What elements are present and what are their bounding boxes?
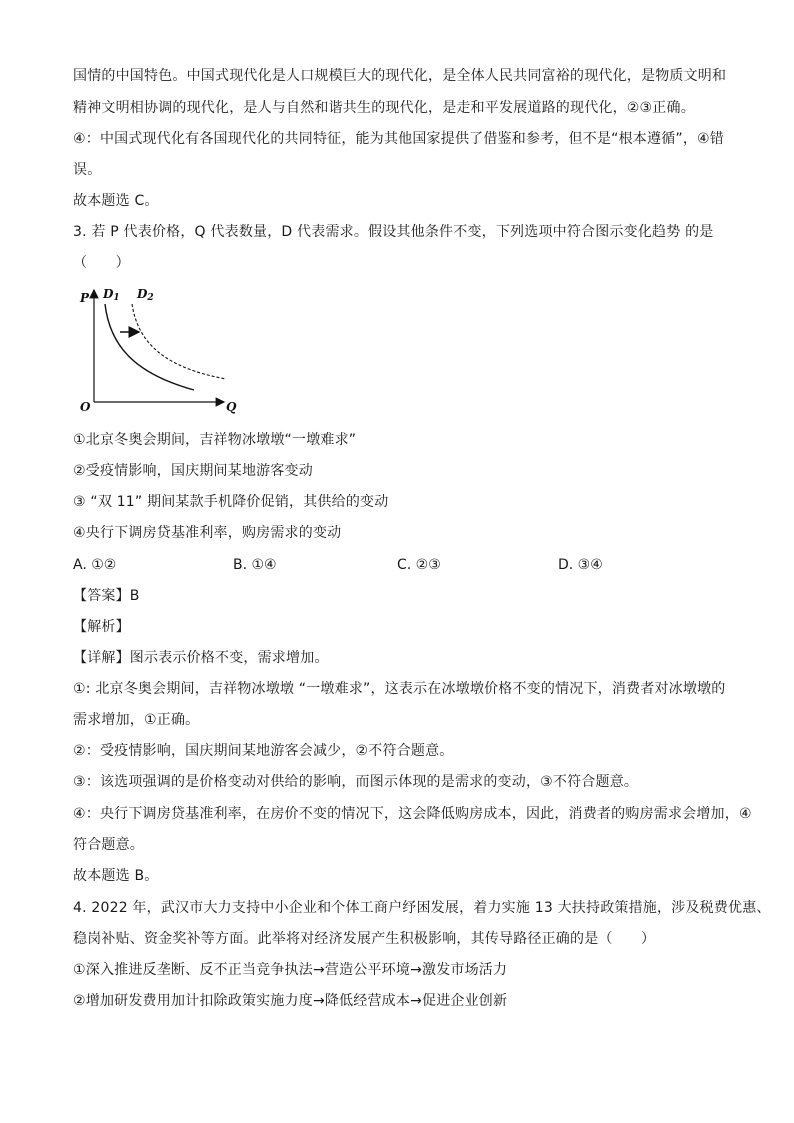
analysis-line: ③：该选项强调的是价格变动对供给的影响，而图示体现的是需求的变动，③不符合题意。 [73, 774, 639, 790]
demand-curve-d1 [105, 304, 194, 390]
choice-item: ②受疫情影响，国庆期间某地游客变动 [73, 463, 313, 479]
analysis-line: ①: 北京冬奥会期间，吉祥物冰墩墩 “一墩难求”，这表示在冰墩墩价格不变的情况下，消费者对冰墩墩的 [73, 681, 726, 697]
demand-curve-figure [76, 282, 246, 422]
analysis-line: 需求增加，①正确。 [73, 712, 200, 728]
axis-label-q: Q [226, 400, 237, 414]
analysis-line: 故本题选 B。 [73, 868, 159, 884]
axis-label-p: P [80, 291, 90, 305]
option-c: C. ②③ [397, 557, 441, 573]
paragraph-line: 故本题选 C。 [73, 193, 159, 209]
choice-item: ①深入推进反垄断、反不正当竞争执法→营造公平环境→激发市场活力 [73, 962, 508, 978]
paragraph-line: 精神文明相协调的现代化，是人与自然和谐共生的现代化，是走和平发展道路的现代化，②③正确。 [73, 100, 695, 116]
analysis-line: ②：受疫情影响，国庆期间某地游客会减少，②不符合题意。 [73, 743, 454, 759]
analysis-line: ④：央行下调房贷基准利率，在房价不变的情况下，这会降低购房成本，因此，消费者的购房需求会增加，④ [73, 806, 752, 822]
curve-label-d2: D2 [137, 287, 154, 303]
paragraph-line: 误。 [73, 162, 102, 178]
question-3-stem: 3. 若 P 代表价格，Q 代表数量，D 代表需求。假设其他条件不变，下列选项中符合图示变化趋势 的是 [73, 224, 714, 240]
choice-item: ①北京冬奥会期间，吉祥物冰墩墩“一墩难求” [73, 432, 357, 448]
analysis-line: 【详解】图示表示价格不变，需求增加。 [73, 650, 329, 666]
origin-label: O [80, 400, 91, 414]
curve-label-d1: D1 [103, 287, 120, 303]
answer-blank: （ ） [73, 255, 130, 271]
answer-label: 【答案】B [73, 588, 140, 604]
choice-item: ④央行下调房贷基准利率，购房需求的变动 [73, 525, 342, 541]
choice-item: ③ “双 11” 期间某款手机降价促销，其供给的变动 [73, 494, 389, 510]
option-b: B. ①④ [233, 557, 277, 573]
option-a: A. ①② [73, 557, 117, 573]
analysis-line: 符合题意。 [73, 837, 144, 853]
question-4-stem: 稳岗补贴、资金奖补等方面。此举将对经济发展产生积极影响，其传导路径正确的是（ ） [73, 931, 656, 947]
paragraph-line: ④：中国式现代化有各国现代化的共同特征，能为其他国家提供了借鉴和参考，但不是“根本遵循”，④错 [73, 131, 725, 147]
analysis-heading: 【解析】 [73, 619, 130, 635]
question-4-stem: 4. 2022 年，武汉市大力支持中小企业和个体工商户纾困发展，着力实施 13 大扶持政策措施，涉及税费优惠、 [73, 900, 771, 916]
demand-curve-svg [76, 282, 246, 422]
option-d: D. ③④ [558, 557, 603, 573]
paragraph-line: 国情的中国特色。中国式现代化是人口规模巨大的现代化，是全体人民共同富裕的现代化，是物质文明和 [73, 68, 727, 84]
choice-item: ②增加研发费用加计扣除政策实施力度→降低经营成本→促进企业创新 [73, 993, 508, 1009]
demand-curve-d2 [132, 304, 226, 379]
